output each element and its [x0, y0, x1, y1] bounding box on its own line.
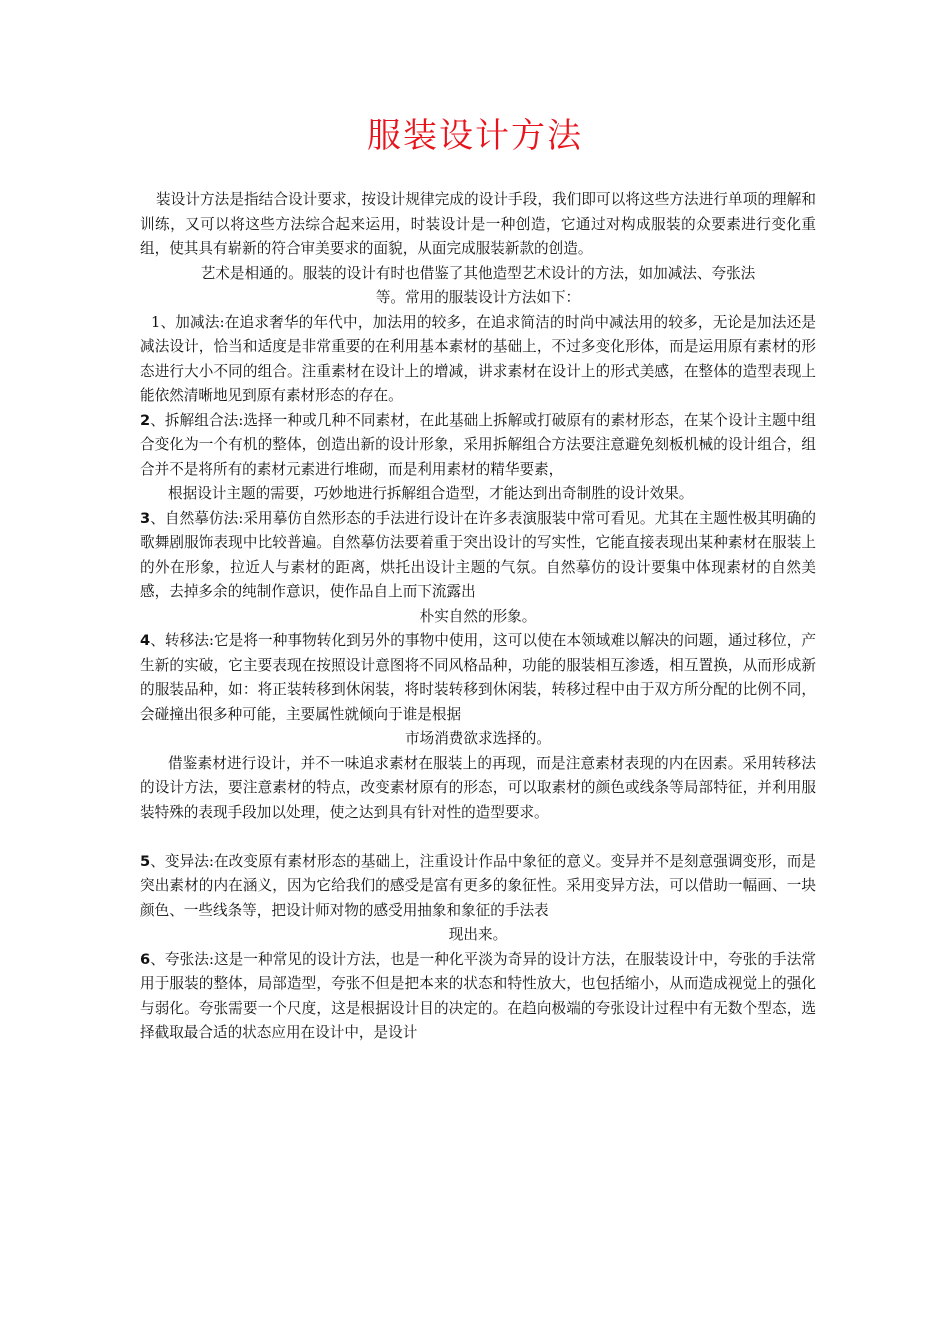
method-2-paragraph: [140, 409, 816, 483]
method-3-continued: 朴实自然的形象。: [419, 607, 537, 625]
method-5-text: 、变异法:在改变原有素材形态的基础上，注重设计作品中象征的意义。变异并不是刻意强调变形，而是突出素材的内在涵义，因为它给我们的感受是富有更多的象征性。采用变异方法，可以借助一幅画、一块颜色、一些线条等，把设计师对物的感受用抽象和象征的手法表: [140, 852, 816, 919]
method-5-continued: 现出来。: [448, 926, 508, 943]
intro-paragraph: 装设计方法是指结合设计要求，按设计规律完成的设计手段，我们即可以将这些方法进行单项的理解和训练，又可以将这些方法综合起来运用，时装设计是一种创造，它通过对构成服装的众要素进行变化重组，使其具有崭新的符合审美要求的面貌，从面完成服装新款的创造。: [140, 191, 816, 257]
method-5-paragraph: [140, 850, 816, 924]
method-4-extra: 借鉴素材进行设计，并不一味追求素材在服装上的再现，而是注意素材表现的内在因素。采用转移法的设计方法，要注意素材的特点，改变素材原有的形态，可以取素材的颜色或线条等局部特征，并利用服装特殊的表现手段加以处理，使之达到具有针对性的造型要求。: [140, 754, 816, 821]
method-1-number: 1: [151, 313, 161, 331]
method-2-number: 2: [140, 411, 151, 429]
method-4-text: 、转移法:它是将一种事物转化到另外的事物中使用，这可以使在本领域难以解决的问题，通过移位，产生新的实破，它主要表现在按照设计意图将不同风格品种，功能的服装相互渗透，相互置换，从而形成新的服装品种，如：将正装转移到休闲装，将时装转移到休闲装，转移过程中由于双方所分配的比例不同，会碰撞出很多种可能，主要属性就倾向于谁是根据: [140, 632, 816, 723]
method-4-paragraph: [140, 629, 816, 727]
method-3-paragraph: [140, 507, 816, 605]
method-3-text: 、自然摹仿法:采用摹仿自然形态的手法进行设计在许多表演服装中常可看见。尤其在主题性极其明确的歌舞剧服饰表现中比较普遍。自然摹仿法要着重于突出设计的写实性，它能直接表现出某种素材在服装上的外在形象，拉近人与素材的距离，烘托出设计主题的气氛。自然摹仿的设计要集中体现素材的自然美感，去掉多余的纯制作意识，使作品自上而下流露出: [140, 509, 816, 600]
method-6-text: 、夸张法:这是一种常见的设计方法，也是一种化平淡为奇异的设计方法，在服装设计中，夸张的手法常用于服装的整体，局部造型，夸张不但是把本来的状态和特性放大，也包括缩小，从而造成视觉上的强化与弱化。夸张需要一个尺度，这是根据设计目的决定的。在趋向极端的夸张设计过程中有无数个型态，选择截取最合适的状态应用在设计中，是设计: [140, 950, 816, 1041]
art-paragraph: 艺术是相通的。服装的设计有时也借鉴了其他造型艺术设计的方法，如加减法、夸张法: [200, 264, 756, 282]
method-1-paragraph: [140, 311, 816, 409]
method-5-number: 5: [140, 852, 151, 870]
document-title: 服装设计方法: [367, 116, 583, 156]
method-2-continued: 根据设计主题的需要，巧妙地进行拆解组合造型，才能达到出奇制胜的设计效果。: [168, 485, 694, 502]
method-4-number: 4: [140, 632, 151, 649]
method-6-paragraph: [140, 948, 816, 1046]
document-body: [140, 188, 816, 1046]
method-6-number: 6: [140, 950, 151, 968]
method-3-number: 3: [140, 509, 151, 527]
method-4-continued: 市场消费欲求选择的。: [405, 730, 551, 747]
method-2-text: 、拆解组合法:选择一种或几种不同素材，在此基础上拆解或打破原有的素材形态，在某个设计主题中组合变化为一个有机的整体，创造出新的设计形象，采用拆解组合方法要注意避免刻板机械的设计组合，组合并不是将所有的素材元素进行堆砌，而是利用素材的精华要素，: [140, 411, 816, 478]
method-1-text: 、加减法:在追求奢华的年代中，加法用的较多，在追求简洁的时尚中减法用的较多，无论是加法还是减法设计，恰当和适度是非常重要的在利用基本素材的基础上，不过多变化形体，而是运用原有素材的形态进行大小不同的组合。注重素材在设计上的增减，讲求素材在设计上的形式美感，在整体的造型表现上能依然清晰地见到原有素材形态的存在。: [140, 313, 816, 404]
art-paragraph-continued: 等。常用的服装设计方法如下：: [375, 289, 581, 306]
blank-line: [140, 825, 816, 850]
